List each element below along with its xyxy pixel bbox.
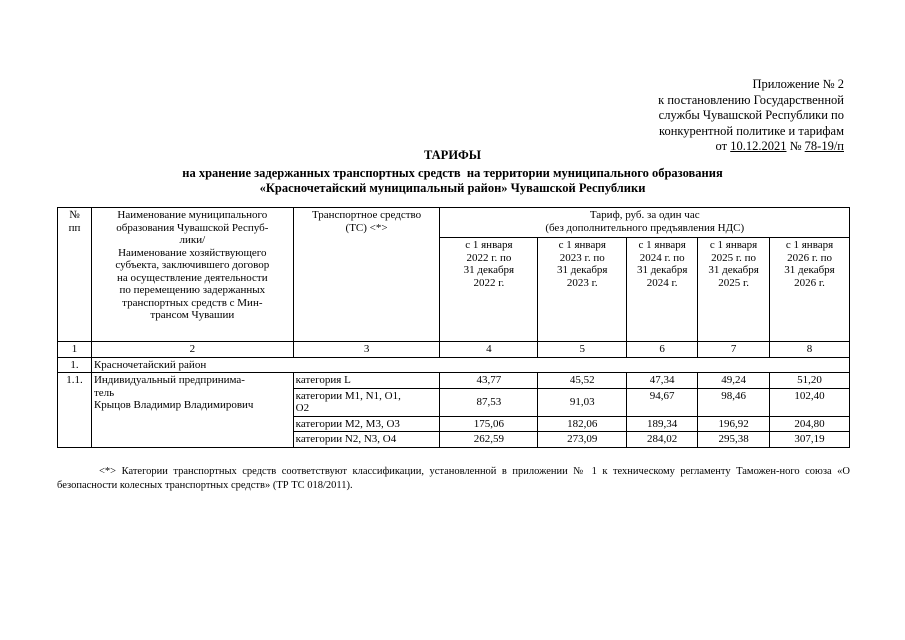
column-number: 7 <box>698 342 770 358</box>
tariff-value: 47,34 <box>627 373 698 389</box>
header-tariff: Тариф, руб. за один час (без дополнительного предъявления НДС) <box>440 208 850 238</box>
appendix-line: к постановлению Государственной <box>658 92 844 107</box>
tariff-value: 295,38 <box>698 432 770 448</box>
tariff-value: 284,02 <box>627 432 698 448</box>
header-period: с 1 января 2022 г. по 31 декабря 2022 г. <box>440 238 538 342</box>
column-number: 6 <box>627 342 698 358</box>
header-number: № пп <box>58 208 92 342</box>
column-number: 1 <box>58 342 92 358</box>
title-line: на хранение задержанных транспортных средств на территории муниципального образования <box>182 165 723 180</box>
date-prefix: от <box>715 139 731 153</box>
header-period: с 1 января 2026 г. по 31 декабря 2026 г. <box>770 238 850 342</box>
table-row <box>58 373 850 389</box>
appendix-line: конкурентной политике и тарифам <box>659 123 844 138</box>
tariff-value: 102,40 <box>770 388 850 416</box>
title-heading: ТАРИФЫ <box>423 148 482 162</box>
column-number: 4 <box>440 342 538 358</box>
vehicle-category: категории N2, N3, O4 <box>293 432 440 448</box>
header-period: с 1 января 2025 г. по 31 декабря 2025 г. <box>698 238 770 342</box>
section-name: Красночетайский район <box>91 357 849 373</box>
tariff-value: 49,24 <box>698 373 770 389</box>
vehicle-category: категории M1, N1, O1, O2 <box>293 388 440 416</box>
tariff-value: 45,52 <box>538 373 627 389</box>
section-number: 1. <box>58 357 92 373</box>
appendix-block <box>604 77 844 155</box>
document-title <box>0 148 905 197</box>
header-name: Наименование муниципального образования Чувашской Респуб- лики/ Наименование хозяйствующего субъекта, заключившего договор на осуществление деятельности по перемещению задержанных транспортных средств с Мин- трансом Чувашии <box>91 208 293 342</box>
tariff-value: 196,92 <box>698 416 770 432</box>
header-period: с 1 января 2024 г. по 31 декабря 2024 г. <box>627 238 698 342</box>
column-number: 5 <box>538 342 627 358</box>
tariff-value: 51,20 <box>770 373 850 389</box>
item-number: 1.1. <box>58 373 92 448</box>
number-prefix: № <box>789 139 805 153</box>
column-number: 2 <box>91 342 293 358</box>
tariff-value: 94,67 <box>627 388 698 416</box>
tariff-value: 98,46 <box>698 388 770 416</box>
tariff-value: 307,19 <box>770 432 850 448</box>
vehicle-category: категории M2, M3, O3 <box>293 416 440 432</box>
header-vehicle: Транспортное средство (ТС) <*> <box>293 208 440 342</box>
tariff-value: 273,09 <box>538 432 627 448</box>
resolution-number: 78-19/п <box>804 139 844 153</box>
section-row <box>58 357 850 373</box>
tariff-value: 189,34 <box>627 416 698 432</box>
item-name: Индивидуальный предпринима- тель Крыцов Владимир Владимирович <box>91 373 293 448</box>
tariff-value: 175,06 <box>440 416 538 432</box>
column-number-row <box>58 342 850 358</box>
column-number: 8 <box>770 342 850 358</box>
tariff-value: 87,53 <box>440 388 538 416</box>
appendix-line: службы Чувашской Республики по <box>658 108 844 122</box>
tariff-value: 204,80 <box>770 416 850 432</box>
vehicle-category: категория L <box>293 373 440 389</box>
tariff-value: 262,59 <box>440 432 538 448</box>
tariff-table <box>57 207 850 448</box>
header-period: с 1 января 2023 г. по 31 декабря 2023 г. <box>538 238 627 342</box>
column-number: 3 <box>293 342 440 358</box>
tariff-value: 43,77 <box>440 373 538 389</box>
title-line: «Красночетайский муниципальный район» Чувашской Республики <box>259 181 646 195</box>
footnote: <*> Категории транспортных средств соответствуют классификации, установленной в приложении № 1 к техническому регламенту Таможен-ного союза «О безопасности колесных транспортных средств» (ТР ТС 018/2011). <box>57 466 850 491</box>
resolution-date: 10.12.2021 <box>730 139 787 153</box>
appendix-line: Приложение № 2 <box>752 77 844 91</box>
tariff-value: 91,03 <box>538 388 627 416</box>
tariff-value: 182,06 <box>538 416 627 432</box>
